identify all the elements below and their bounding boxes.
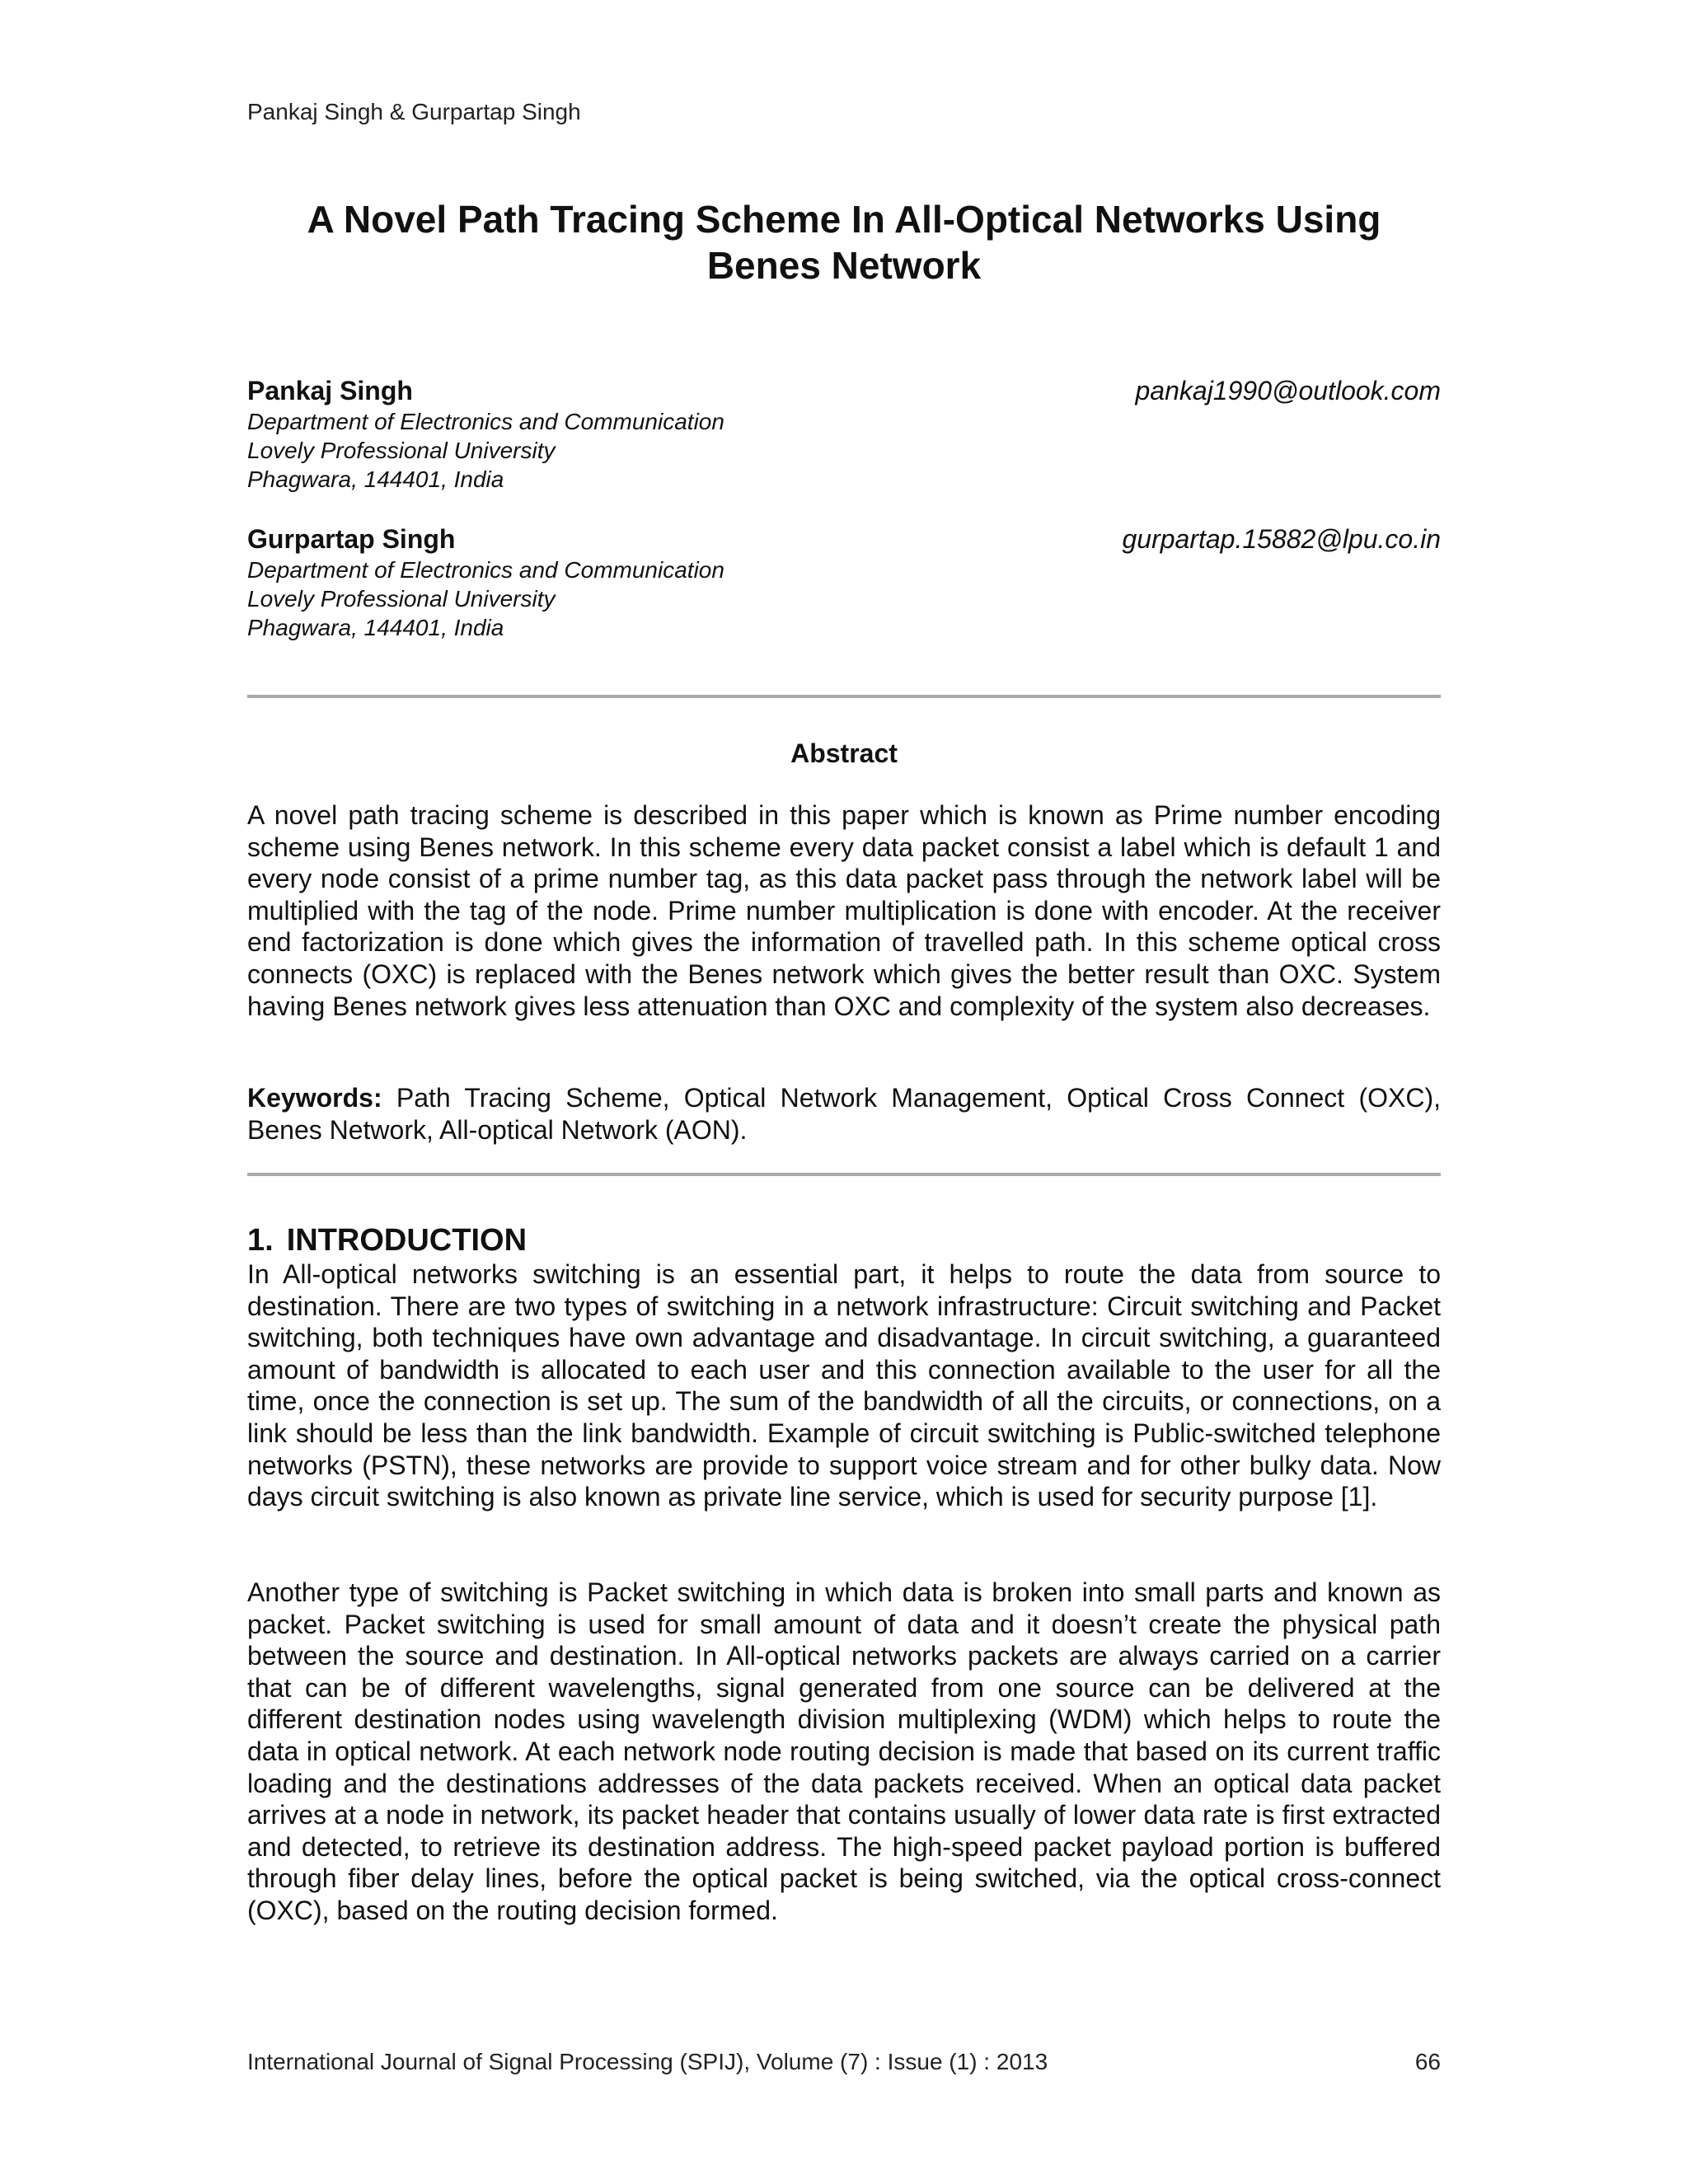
author-department: Department of Electronics and Communication <box>247 557 724 583</box>
body-paragraph: In All-optical networks switching is an essential part, it helps to route the data from source to destination. There are two types of switching in a network infrastructure: Circuit switching and Packet switching, both techniques have own advantage and disadvantage. In circuit switching, a guaranteed amount of bandwidth is allocated to each user and this connection available to the user for all the time, once the connection is set up. The sum of the bandwidth of all the circuits, or connections, on a link should be less than the link bandwidth. Example of circuit switching is Public-switched telephone networks (PSTN), these networks are provide to support voice stream and for other bulky data. Now days circuit switching is also known as private line service, which is used for security purpose [1]. <box>247 1259 1441 1512</box>
author-location: Phagwara, 144401, India <box>247 466 504 492</box>
keywords-label: Keywords: <box>247 1083 382 1113</box>
author-block-1 <box>247 374 1441 494</box>
section-number: 1. <box>247 1223 274 1258</box>
author-university: Lovely Professional University <box>247 438 556 463</box>
divider-top <box>247 695 1441 698</box>
divider-bottom <box>247 1173 1441 1176</box>
running-head: Pankaj Singh & Gurpartap Singh <box>247 99 581 124</box>
author-university: Lovely Professional University <box>247 586 556 612</box>
abstract-heading: Abstract <box>790 738 898 768</box>
journal-citation: International Journal of Signal Processing (SPIJ), Volume (7) : Issue (1) : 2013 <box>247 2049 1048 2074</box>
paper-title: A Novel Path Tracing Scheme In All-Optical Networks Using Benes Network <box>307 198 1381 287</box>
page-footer <box>247 2049 1441 2075</box>
author-email: pankaj1990@outlook.com <box>1135 376 1441 405</box>
body-paragraph: Another type of switching is Packet switching in which data is broken into small parts and known as packet. Packet switching is used for small amount of data and it doesn’t create the physical path between the source and destination. In All-optical networks packets are always carried on a carrier that can be of different wavelengths, signal generated from one source can be delivered at the different destination nodes using wavelength division multiplexing (WDM) which helps to route the data in optical network. At each network node routing decision is made that based on its current traffic loading and the destinations addresses of the data packets received. When an optical data packet arrives at a node in network, its packet header that contains usually of lower data rate is first extracted and detected, to retrieve its destination address. The high-speed packet payload portion is buffered through fiber delay lines, before the optical packet is being switched, via the optical cross-connect (OXC), based on the routing decision formed. <box>247 1577 1441 1925</box>
page-number: 66 <box>1414 2049 1441 2074</box>
author-location: Phagwara, 144401, India <box>247 615 504 640</box>
author-name: Pankaj Singh <box>247 376 413 405</box>
keywords <box>247 1082 1441 1146</box>
section-title: INTRODUCTION <box>286 1223 528 1258</box>
section-heading <box>247 1223 527 1258</box>
author-email: gurpartap.15882@lpu.co.in <box>1122 524 1441 554</box>
keywords-text: Path Tracing Scheme, Optical Network Management, Optical Cross Connect (OXC), Benes Network, All-optical Network (AON). <box>247 1083 1442 1145</box>
author-block-2 <box>247 523 1441 642</box>
author-name: Gurpartap Singh <box>247 524 456 554</box>
abstract-text: A novel path tracing scheme is described in this paper which is known as Prime number encoding scheme using Benes network. In this scheme every data packet consist a label which is default 1 and every node consist of a prime number tag, as this data packet pass through the network label will be multiplied with the tag of the node. Prime number multiplication is done with encoder. At the receiver end factorization is done which gives the information of travelled path. In this scheme optical cross connects (OXC) is replaced with the Benes network which gives the better result than OXC. System having Benes network gives less attenuation than OXC and complexity of the system also decreases. <box>247 800 1441 1021</box>
author-department: Department of Electronics and Communication <box>247 409 724 434</box>
